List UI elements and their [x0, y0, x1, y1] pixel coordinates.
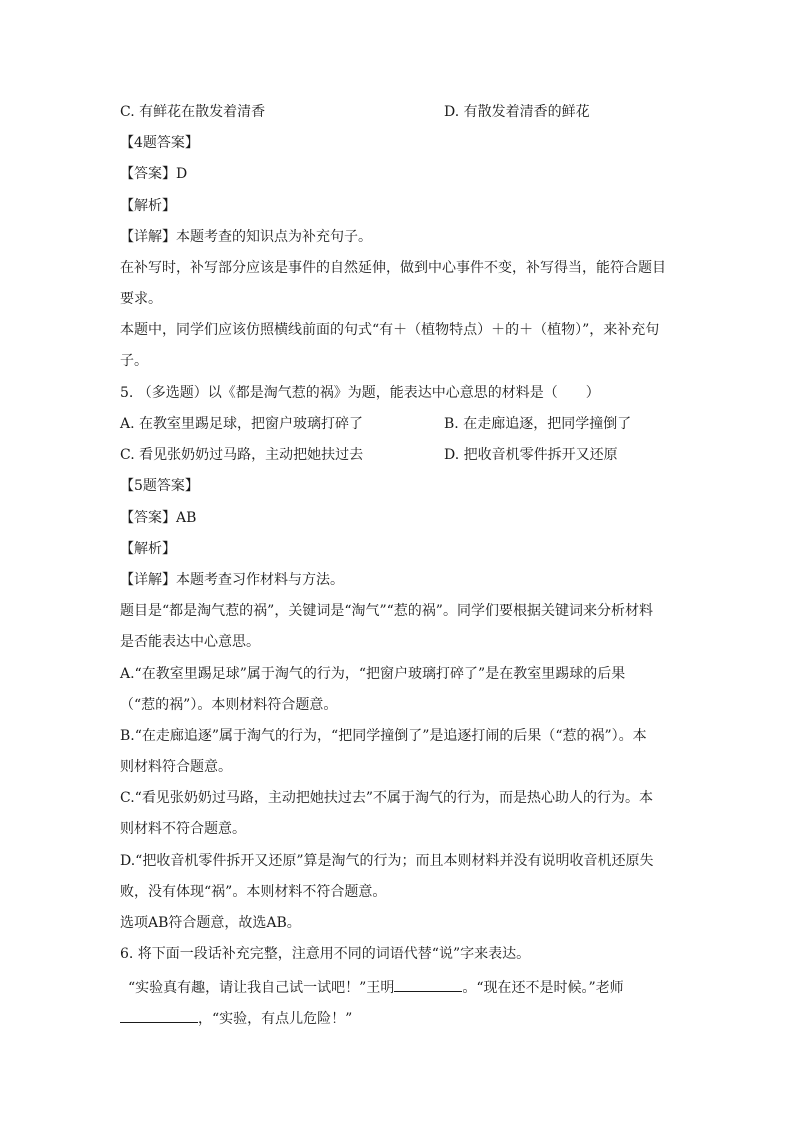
q4-para2-line2: 子。 — [120, 353, 148, 369]
q5-analysis-d-line2: 败，没有体现“祸”。本则材料不符合题意。 — [120, 884, 387, 900]
q5-option-a: A. 在教室里踢足球，把窗户玻璃打碎了 — [120, 416, 364, 432]
q5-option-b: B. 在走廊追逐，把同学撞倒了 — [444, 416, 632, 432]
q6-blank-2[interactable] — [120, 1007, 198, 1023]
q5-conclusion: 选项AB符合题意，故选AB。 — [120, 915, 301, 931]
q6-line2-part2: ，“实验，有点儿危险！” — [198, 1011, 353, 1027]
q5-stem: 5. （多选题）以《都是淘气惹的祸》为题，能表达中心意思的材料是（ ） — [120, 385, 600, 401]
q6-blank-1[interactable] — [394, 976, 462, 992]
q6-stem: 6. 将下面一段话补充完整，注意用不同的词语代替“说”字来表达。 — [120, 946, 531, 962]
q4-para2-line1: 本题中，同学们应该仿照横线前面的句式“有＋（植物特点）＋的＋（植物）”，来补充句 — [120, 322, 660, 338]
q5-answer: 【答案】AB — [120, 510, 197, 526]
q4-para1-line1: 在补写时，补写部分应该是事件的自然延伸，做到中心事件不变，补写得当，能符合题目 — [120, 260, 666, 276]
q6-line1 — [128, 976, 624, 996]
q5-option-d: D. 把收音机零件拆开又还原 — [444, 447, 618, 463]
q6-line2 — [120, 1007, 352, 1027]
q5-analysis-d-line1: D.“把收音机零件拆开又还原”算是淘气的行为；而且本则材料并没有说明收音机还原失 — [120, 853, 654, 869]
q5-analysis-a-line1: A.“在教室里踢足球”属于淘气的行为，“把窗户玻璃打碎了”是在教室里踢球的后果 — [120, 666, 626, 682]
q4-analysis-label: 【解析】 — [120, 198, 176, 214]
q5-intro-line1: 题目是“都是淘气惹的祸”，关键词是“淘气”“惹的祸”。同学们要根据关键词来分析材料 — [120, 603, 653, 619]
q4-answer: 【答案】D — [120, 166, 188, 182]
q5-answer-header: 【5题答案】 — [120, 478, 199, 494]
q5-analysis-b-line2: 则材料符合题意。 — [120, 759, 232, 775]
q5-analysis-label: 【解析】 — [120, 541, 176, 557]
q4-answer-header: 【4题答案】 — [120, 135, 199, 151]
q4-para1-line2: 要求。 — [120, 291, 162, 307]
q6-line1-part2: 。“现在还不是时候。”老师 — [462, 980, 624, 996]
q5-analysis-c-line2: 则材料不符合题意。 — [120, 821, 246, 837]
q6-line1-part1: “实验真有趣，请让我自己试一试吧！”王明 — [128, 980, 395, 996]
q5-analysis-b-line1: B.“在走廊追逐”属于淘气的行为，“把同学撞倒了”是追逐打闹的后果（“惹的祸”）。本 — [120, 728, 647, 744]
q5-analysis-c-line1: C.“看见张奶奶过马路，主动把她扶过去”不属于淘气的行为，而是热心助人的行为。本 — [120, 790, 653, 806]
q5-option-c: C. 看见张奶奶过马路，主动把她扶过去 — [120, 447, 364, 463]
q5-detail: 【详解】本题考查习作材料与方法。 — [120, 572, 344, 588]
q4-option-c: C. 有鲜花在散发着清香 — [120, 104, 266, 120]
q5-analysis-a-line2: （“惹的祸”）。本则材料符合题意。 — [120, 697, 338, 713]
q5-intro-line2: 是否能表达中心意思。 — [120, 634, 260, 650]
q4-detail: 【详解】本题考查的知识点为补充句子。 — [120, 229, 372, 245]
q4-option-d: D. 有散发着清香的鲜花 — [444, 104, 590, 120]
